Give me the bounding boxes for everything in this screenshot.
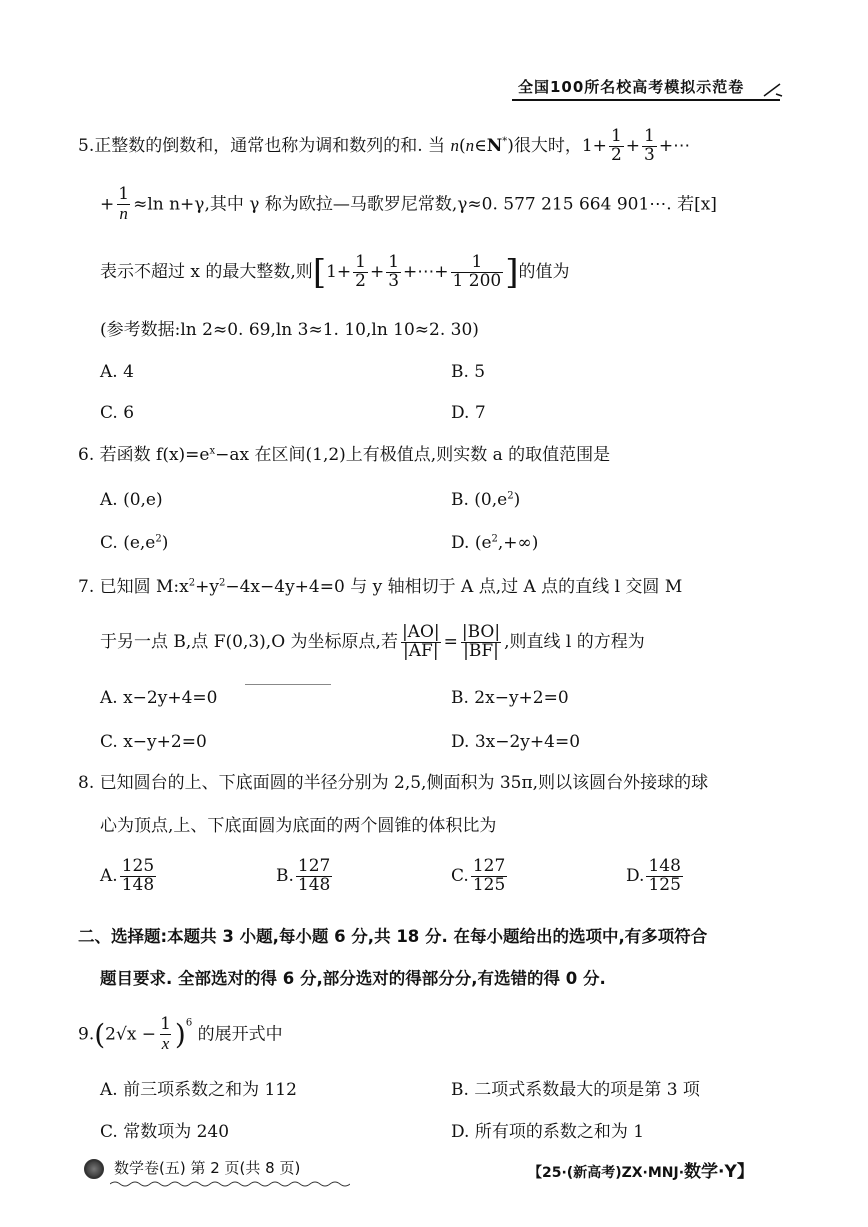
q8-option-c[interactable]: C. $\frac{127}{125}$ <box>451 856 506 895</box>
frac-bo-bf: $\frac{|BO|}{|BF|}$ <box>461 622 501 661</box>
section2-heading: 二、选择题:本题共 3 小题,每小题 6 分,共 18 分. 在每小题给出的选项中,有多项符合 <box>78 927 708 946</box>
wavy-underline <box>110 1180 350 1188</box>
q5-number: 5. <box>78 135 95 156</box>
pen-icon <box>762 82 784 98</box>
q7-line1: 7. 已知圆 $M:x^2+y^2-4x-4y+4=0$ 与 y 轴相切于 A 点,过 A 点的直线 l 交圆 M <box>78 577 683 597</box>
q8-option-a[interactable]: A. $\frac{125}{148}$ <box>100 856 155 895</box>
q5-line1: 5.正整数的倒数和，通常也称为调和数列的和. 当 n(n∈N*)很大时，1+ $\frac{1}{2}$ + $\frac{1}{3}$ +⋯ <box>78 126 691 165</box>
q6-option-a[interactable]: A. (0,e) <box>100 490 163 510</box>
header-rule <box>512 99 780 101</box>
badge-icon <box>84 1159 104 1179</box>
q5-line3: 表示不超过 x 的最大整数,则[1+ $\frac{1}{2}$ + $\frac{1}{3}$ +⋯+ $\frac{1}{1 200}$ ]的值为 <box>100 252 570 293</box>
q8-option-b[interactable]: B. $\frac{127}{148}$ <box>276 856 331 895</box>
stray-mark <box>245 684 331 685</box>
q8-option-d[interactable]: D. $\frac{148}{125}$ <box>626 856 681 895</box>
section2-instructions: 题目要求. 全部选对的得 6 分,部分选对的得部分分,有选错的得 0 分. <box>100 969 606 988</box>
q5-reference: (参考数据:ln 2≈0. 69,ln 3≈1. 10,ln 10≈2. 30) <box>100 320 479 340</box>
q7-option-b[interactable]: B. 2x−y+2=0 <box>451 688 569 708</box>
footer-exam-code: 【25·(新高考)ZX·MNJ·数学·Y】 <box>528 1162 754 1182</box>
q5-option-d[interactable]: D. 7 <box>451 403 486 423</box>
q9-option-d[interactable]: D. 所有项的系数之和为 1 <box>451 1122 645 1142</box>
q5-option-b[interactable]: B. 5 <box>451 362 486 382</box>
q6-option-b[interactable]: B. $(0,e^2)$ <box>451 490 521 510</box>
q9-option-b[interactable]: B. 二项式系数最大的项是第 3 项 <box>451 1080 700 1100</box>
q9-option-c[interactable]: C. 常数项为 240 <box>100 1122 230 1142</box>
q7-line2: 于另一点 B,点 F(0,3),O 为坐标原点,若 $\frac{|AO|}{|AF|}$ = $\frac{|BO|}{|BF|}$ ,则直线 l 的方程为 <box>100 622 645 661</box>
frac-ao-af: $\frac{|AO|}{|AF|}$ <box>401 622 440 661</box>
q7-option-a[interactable]: A. x−2y+4=0 <box>100 688 218 708</box>
q6-option-c[interactable]: C. $(e,e^2)$ <box>100 533 169 553</box>
q8-line1: 8. 已知圆台的上、下底面圆的半径分别为 2,5,侧面积为 35π,则以该圆台外接球的球 <box>78 773 709 793</box>
q5-line2: + $\frac{1}{n}$ ≈ln n+γ,其中 γ 称为欧拉—马歌罗尼常数,γ≈0. 577 215 664 901⋯. 若[x] <box>100 184 717 223</box>
q7-option-c[interactable]: C. x−y+2=0 <box>100 732 207 752</box>
q9-option-a[interactable]: A. 前三项系数之和为 112 <box>100 1080 297 1100</box>
frac-1-2: $\frac{1}{2}$ <box>610 126 622 165</box>
q6-option-d[interactable]: D. $(e^2,+\infty)$ <box>451 533 539 553</box>
frac-1-n: $\frac{1}{n}$ <box>118 184 130 223</box>
footer-page-info: 数学卷(五) 第 2 页(共 8 页) <box>84 1157 300 1179</box>
q5-option-c[interactable]: C. 6 <box>100 403 135 423</box>
q7-option-d[interactable]: D. 3x−2y+4=0 <box>451 732 581 752</box>
frac-1-x: $\frac{1}{x}$ <box>160 1014 171 1053</box>
series-title: 全国100所名校高考模拟示范卷 <box>518 78 745 96</box>
frac-1-1200: $\frac{1}{1 200}$ <box>452 252 502 291</box>
q6-stem: 6. 若函数 $f(x)=e^x-ax$ 在区间(1,2)上有极值点,则实数 a 的取值范围是 <box>78 445 611 465</box>
q8-line2: 心为顶点,上、下底面圆为底面的两个圆锥的体积比为 <box>100 816 497 836</box>
q5-option-a[interactable]: A. 4 <box>100 362 134 382</box>
q9-stem: 9.(2√x − $\frac{1}{x}$ )$^6$ 的展开式中 <box>78 1014 283 1053</box>
frac-1-3: $\frac{1}{3}$ <box>644 126 655 165</box>
